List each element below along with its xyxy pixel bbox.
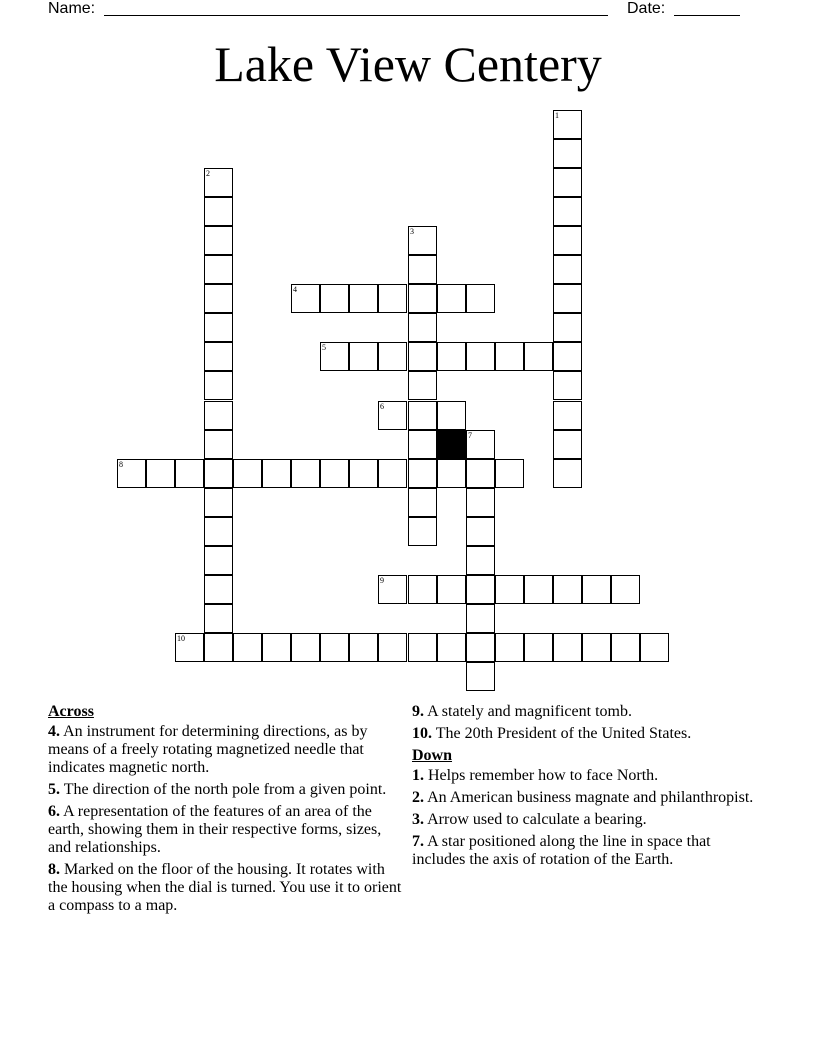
across-heading: Across — [48, 703, 94, 720]
clue-number: 2 — [206, 169, 210, 178]
grid-cell[interactable] — [408, 401, 437, 430]
grid-cell[interactable] — [611, 633, 640, 662]
grid-cell[interactable] — [408, 371, 437, 400]
name-label: Name: — [48, 0, 96, 17]
grid-cell[interactable] — [524, 342, 553, 371]
clue-down-7: 7. A star positioned along the line in space that includes the axis of rotation of the Earth. — [412, 833, 711, 868]
grid-cell[interactable] — [204, 430, 233, 459]
grid-cell[interactable] — [378, 459, 407, 488]
grid-cell[interactable] — [466, 546, 495, 575]
grid-cell[interactable] — [466, 430, 495, 459]
grid-cell[interactable] — [437, 459, 466, 488]
grid-cell[interactable] — [204, 517, 233, 546]
grid-cell[interactable] — [466, 342, 495, 371]
clue-number: 9 — [380, 576, 384, 585]
grid-cell[interactable] — [204, 575, 233, 604]
grid-cell[interactable] — [524, 575, 553, 604]
clue-number: 3 — [410, 227, 414, 236]
grid-cell[interactable] — [262, 633, 291, 662]
grid-cell[interactable] — [408, 226, 437, 255]
grid-cell[interactable] — [204, 284, 233, 313]
grid-cell[interactable] — [378, 342, 407, 371]
black-cell — [437, 430, 466, 459]
clue-across-9: 9. A stately and magnificent tomb. — [412, 703, 632, 720]
clue-number: 5 — [322, 343, 326, 352]
grid-cell[interactable] — [408, 284, 437, 313]
grid-cell[interactable] — [204, 342, 233, 371]
grid-cell[interactable] — [408, 575, 437, 604]
grid-cell[interactable] — [466, 633, 495, 662]
clue-across-5: 5. The direction of the north pole from a given point. — [48, 781, 387, 798]
grid-cell[interactable] — [408, 342, 437, 371]
grid-cell[interactable] — [466, 488, 495, 517]
grid-cell[interactable] — [233, 633, 262, 662]
grid-cell[interactable] — [175, 633, 204, 662]
grid-cell[interactable] — [204, 459, 233, 488]
grid-cell[interactable] — [553, 371, 582, 400]
clue-down-2: 2. An American business magnate and philanthropist. — [412, 789, 754, 806]
grid-cell[interactable] — [349, 633, 378, 662]
grid-cell[interactable] — [553, 139, 582, 168]
grid-cell[interactable] — [320, 633, 349, 662]
grid-cell[interactable] — [408, 430, 437, 459]
grid-cell[interactable] — [204, 255, 233, 284]
clue-number: 8 — [119, 460, 123, 469]
date-label: Date: — [627, 0, 666, 17]
grid-cell[interactable] — [437, 575, 466, 604]
clues-left-column — [48, 703, 408, 919]
clue-down-3: 3. Arrow used to calculate a bearing. — [412, 811, 647, 828]
grid-cell[interactable] — [408, 459, 437, 488]
grid-cell[interactable] — [495, 459, 524, 488]
grid-cell[interactable] — [378, 401, 407, 430]
grid-cell[interactable] — [553, 197, 582, 226]
grid-cell[interactable] — [262, 459, 291, 488]
grid-cell[interactable] — [204, 168, 233, 197]
grid-cell[interactable] — [437, 633, 466, 662]
clue-across-8: 8. Marked on the floor of the housing. It rotates with the housing when the dial is turned. You use it to orient a compass to a map. — [48, 861, 402, 914]
clue-number: 10 — [177, 634, 185, 643]
grid-cell[interactable] — [204, 633, 233, 662]
clue-number: 1 — [555, 111, 559, 120]
grid-cell[interactable] — [553, 255, 582, 284]
grid-cell[interactable] — [466, 575, 495, 604]
clue-number: 6 — [380, 402, 384, 411]
grid-cell[interactable] — [495, 575, 524, 604]
grid-cell[interactable] — [291, 284, 320, 313]
grid-cell[interactable] — [233, 459, 262, 488]
grid-cell[interactable] — [204, 401, 233, 430]
page-title: Lake View Centery — [214, 36, 602, 92]
clue-across-6: 6. A representation of the features of an area of the earth, showing them in their respective forms, sizes, and relationships. — [48, 803, 382, 856]
grid-cell[interactable] — [611, 575, 640, 604]
grid-cell[interactable] — [175, 459, 204, 488]
grid-cell[interactable] — [582, 575, 611, 604]
grid-cell[interactable] — [408, 633, 437, 662]
grid-cell[interactable] — [204, 488, 233, 517]
clue-number: 7 — [468, 431, 472, 440]
grid-cell[interactable] — [437, 401, 466, 430]
grid-cell[interactable] — [204, 371, 233, 400]
grid-cell[interactable] — [553, 168, 582, 197]
grid-cell[interactable] — [204, 226, 233, 255]
grid-cell[interactable] — [349, 284, 378, 313]
grid-cell[interactable] — [204, 546, 233, 575]
grid-cell[interactable] — [437, 284, 466, 313]
grid-cell[interactable] — [204, 604, 233, 633]
grid-cell[interactable] — [495, 342, 524, 371]
grid-cell[interactable] — [466, 284, 495, 313]
grid-cell[interactable] — [408, 255, 437, 284]
grid-cell[interactable] — [378, 633, 407, 662]
grid-cell[interactable] — [553, 459, 582, 488]
grid-cell[interactable] — [146, 459, 175, 488]
clue-across-4: 4. An instrument for determining directions, as by means of a freely rotating magnetized needle that indicates magnetic north. — [48, 723, 368, 776]
grid-cell[interactable] — [320, 459, 349, 488]
grid-cell[interactable] — [349, 459, 378, 488]
grid-cell[interactable] — [204, 313, 233, 342]
grid-cell[interactable] — [495, 633, 524, 662]
down-heading: Down — [412, 747, 453, 764]
grid-cell[interactable] — [553, 313, 582, 342]
grid-cell[interactable] — [291, 459, 320, 488]
clue-across-10: 10. The 20th President of the United States. — [412, 725, 692, 742]
grid-cell[interactable] — [291, 633, 320, 662]
grid-cell[interactable] — [437, 342, 466, 371]
grid-cell[interactable] — [553, 575, 582, 604]
grid-cell[interactable] — [553, 342, 582, 371]
clue-down-1: 1. Helps remember how to face North. — [412, 767, 659, 784]
grid-cell[interactable] — [553, 226, 582, 255]
grid-cell[interactable] — [553, 633, 582, 662]
grid-cell[interactable] — [320, 342, 349, 371]
grid-cell[interactable] — [553, 401, 582, 430]
clues-right-column — [412, 703, 762, 873]
clue-number: 4 — [293, 285, 297, 294]
grid-cell[interactable] — [466, 459, 495, 488]
grid-cell[interactable] — [553, 430, 582, 459]
grid-cell[interactable] — [378, 284, 407, 313]
grid-cell[interactable] — [408, 313, 437, 342]
grid-cell[interactable] — [117, 459, 146, 488]
grid-cell[interactable] — [466, 604, 495, 633]
grid-cell[interactable] — [466, 662, 495, 691]
grid-cell[interactable] — [349, 342, 378, 371]
grid-cell[interactable] — [582, 633, 611, 662]
grid-cell[interactable] — [204, 197, 233, 226]
grid-cell[interactable] — [408, 517, 437, 546]
grid-cell[interactable] — [553, 284, 582, 313]
grid-cell[interactable] — [408, 488, 437, 517]
grid-cell[interactable] — [320, 284, 349, 313]
grid-cell[interactable] — [466, 517, 495, 546]
grid-cell[interactable] — [524, 633, 553, 662]
grid-cell[interactable] — [553, 110, 582, 139]
grid-cell[interactable] — [640, 633, 669, 662]
grid-cell[interactable] — [378, 575, 407, 604]
